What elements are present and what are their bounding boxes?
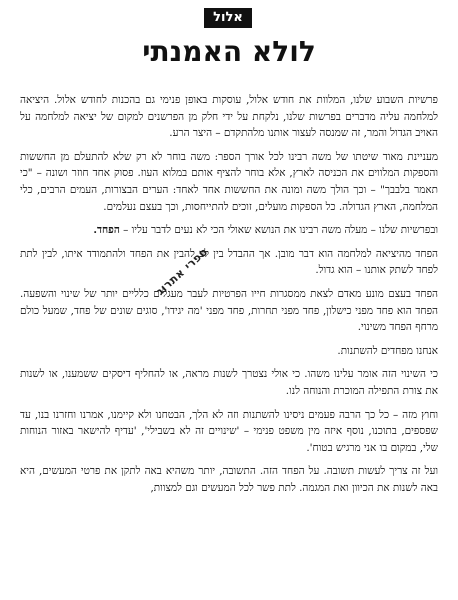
- paragraph-6: אנחנו מפחדים להשתנות.: [337, 344, 438, 357]
- article-body: [20, 92, 438, 596]
- paragraph-3-text: ובפרשיות שלנו – מעלה משה רבינו את הנושא שאולי הכי לא נעים לדבר עליו –: [119, 224, 438, 237]
- paragraph-8: וחוץ מזה – כל כך הרבה פעמים ניסינו להשתנות וזה לא הלך, הבטחנו ולא קיימנו, אמרנו וחזרנו בנו, עד שפספים, בתוכנו, נוסף איזה מין משפט פנימי – 'שינויים זה לא בשבילי', 'עדיף להישאר באזור הנוחות שלי, במקום בו אני מרגיש בטוח'.: [20, 408, 438, 454]
- paragraph-3: [20, 222, 438, 239]
- page-title: לולא האמנתי: [142, 35, 316, 68]
- paragraph-5: הפחד בעצם מונע מאדם לצאת ממסגרות חייו הפרטיות לעבר מעגלים כלליים יותר של שינוי והשפעה. הפחד הוא פחד מפני כישלון, פחד מפני תחרות, פחד מפני 'מה יגידו', סוגים שונים של פחד, שמעל כולם מרחף הפחד משינוי.: [20, 287, 438, 334]
- fear-emphasis: הפחד.: [93, 224, 120, 237]
- library-stamp: ספרי אתרוג: [153, 245, 211, 298]
- paragraph-4: הפחד מהיציאה למלחמה הוא דבר מובן. אך ההבדל בין לב להבין את הפחד ולהתמודד איתו, לבין לתת לפחד לשתק אותנו – הוא גדול.: [20, 247, 438, 277]
- month-badge: אלול: [204, 8, 252, 28]
- paragraph-2: מעניינת מאוד שיטתו של משה רבינו לכל אורך הספר: משה בוחר לא רק שלא להתעלם מן החששות והספקות המלווים את הכניסה לארץ, אלא בוחר להציף אותם במלוא העוז. פסוק אחד חוזר ושונה – "כי תאמר בלבבך" – וכך הולך משה ומונה את החששות אחד לאחד: הערים הבצורות, העמים הרבים, כלי המלחמה, הארץ הגדולה. כל הספקות מועלים, זוכים להתייחסות, וכך בעצם נעלמים.: [20, 150, 438, 213]
- paragraph-1: פרשיות השבוע שלנו, המלוות את חודש אלול, עוסקות באופן פנימי גם בהכנות לחודש אלול. היציאה למלחמה עליה מדברים בפרשות שלנו, נלקחת על ידי חלק מן הפרשנים למקום של יציאה למלחמה על האויב הגדול והמר, זה שמנסה לעצור אותנו מלהתקדם – היצר הרע.: [20, 94, 438, 140]
- paragraph-7: כי השינוי הזה אומר עלינו משהו. כי אולי נצטרך לשנות מראה, או להחליף דיסקים ששמענו, או לשנות את צורת התפילה המוכרת והנוחה לנו.: [20, 368, 438, 397]
- paragraph-9: ועל זה צריך לעשות תשובה. על הפחד הזה. התשובה, יותר משהיא באה לתקן את פרטי המעשים, היא באה לשנות את הכיוון ואת המגמה. לתת פשר לכל המעשים וגם למצוות,: [20, 465, 438, 494]
